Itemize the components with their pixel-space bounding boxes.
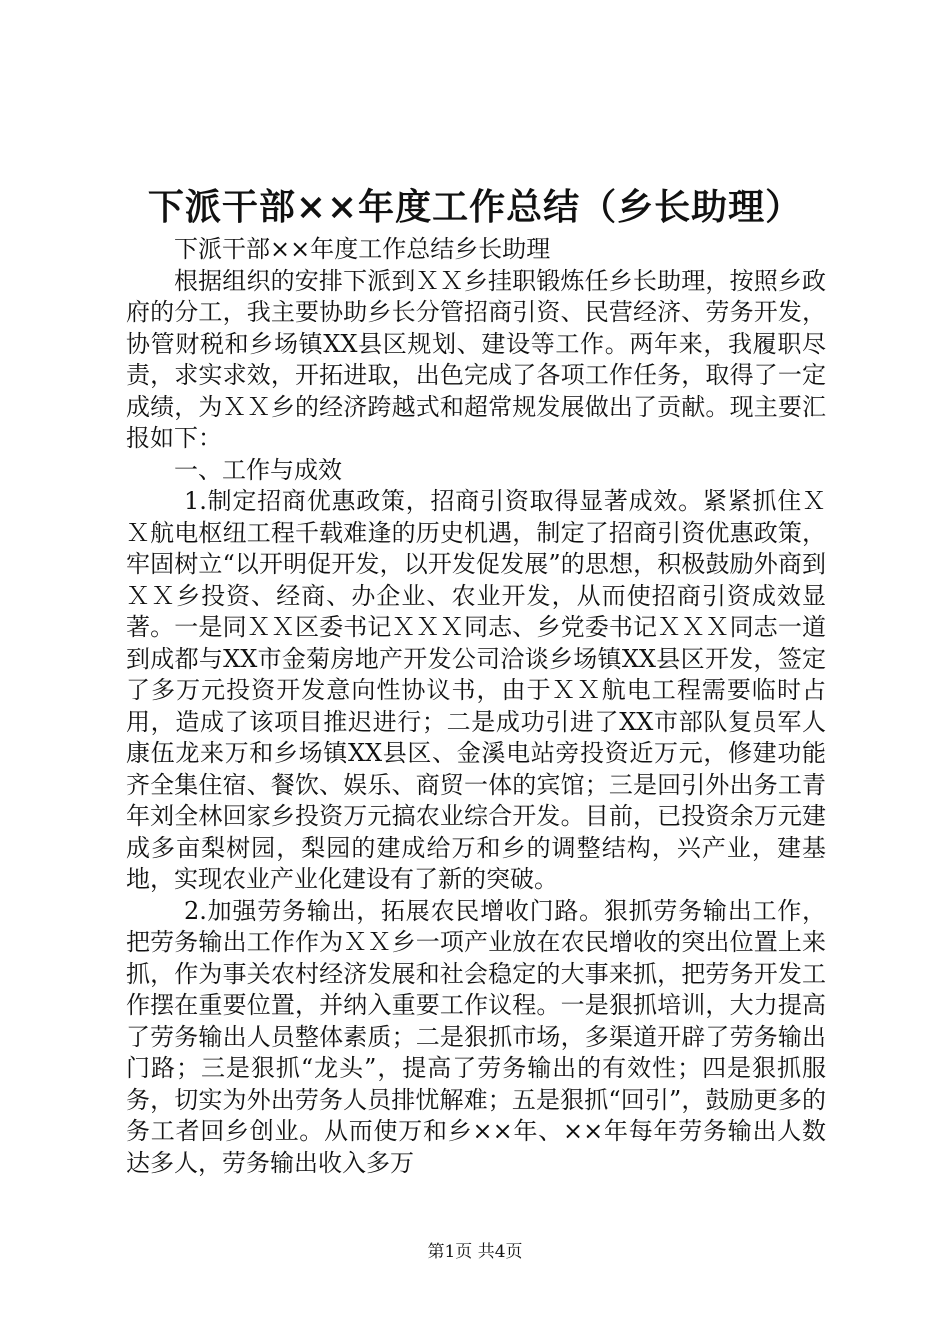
page-number-footer: 第1页 共4页 — [427, 1242, 523, 1262]
section-heading: 一、工作与成效 — [174, 455, 342, 484]
paragraph-investment: 1.制定招商优惠政策，招商引资取得显著成效。紧紧抓住ＸＸ航电枢纽工程千载难逢的历史机遇，制定了招商引资优惠政策，牢固树立“以开明促开发，以开发促发展”的思想，积极鼓励外商到ＸＸ乡投资、经商、办企业、农业开发，从而使招商引资成效显著。一是同ＸＸ区委书记ＸＸＸ同志、乡党委书记ＸＸＸ同志一道到成都与XX市金菊房地产开发公司洽谈乡场镇XX县区开发，签定了多万元投资开发意向性协议书，由于ＸＸ航电工程需要临时占用，造成了该项目推迟进行；二是成功引进了XX市部队复员军人康伍龙来万和乡场镇XX县区、金溪电站旁投资近万元，修建功能齐全集住宿、餐饮、娱乐、商贸一体的宾馆；三是回引外出务工青年刘全林回家乡投资万元搞农业综合开发。目前，已投资余万元建成多亩梨树园，梨园的建成给万和乡的调整结构，兴产业，建基地，实现农业产业化建设有了新的突破。 — [126, 487, 826, 893]
document-body — [126, 234, 826, 1179]
paragraph-labor-export: 2.加强劳务输出，拓展农民增收门路。狠抓劳务输出工作，把劳务输出工作作为ＸＸ乡一项产业放在农民增收的突出位置上来抓，作为事关农村经济发展和社会稳定的大事来抓，把劳务开发工作摆在重要位置，并纳入重要工作议程。一是狠抓培训，大力提高了劳务输出人员整体素质；二是狠抓市场，多渠道开辟了劳务输出门路；三是狠抓“龙头”，提高了劳务输出的有效性；四是狠抓服务，切实为外出劳务人员排忧解难；五是狠抓“回引”，鼓励更多的务工者回乡创业。从而使万和乡××年、××年每年劳务输出人数达多人，劳务输出收入多万 — [126, 896, 826, 1177]
document-title: 下派干部××年度工作总结（乡长助理） — [147, 186, 803, 228]
intro-paragraph: 根据组织的安排下派到ＸＸ乡挂职锻炼任乡长助理，按照乡政府的分工，我主要协助乡长分管招商引资、民营经济、劳务开发，协管财税和乡场镇XX县区规划、建设等工作。两年来，我履职尽责，求实求效，开拓进取，出色完成了各项工作任务，取得了一定成绩，为ＸＸ乡的经济跨越式和超常规发展做出了贡献。现主要汇报如下： — [126, 266, 826, 452]
document-subtitle: 下派干部××年度工作总结乡长助理 — [174, 235, 551, 263]
